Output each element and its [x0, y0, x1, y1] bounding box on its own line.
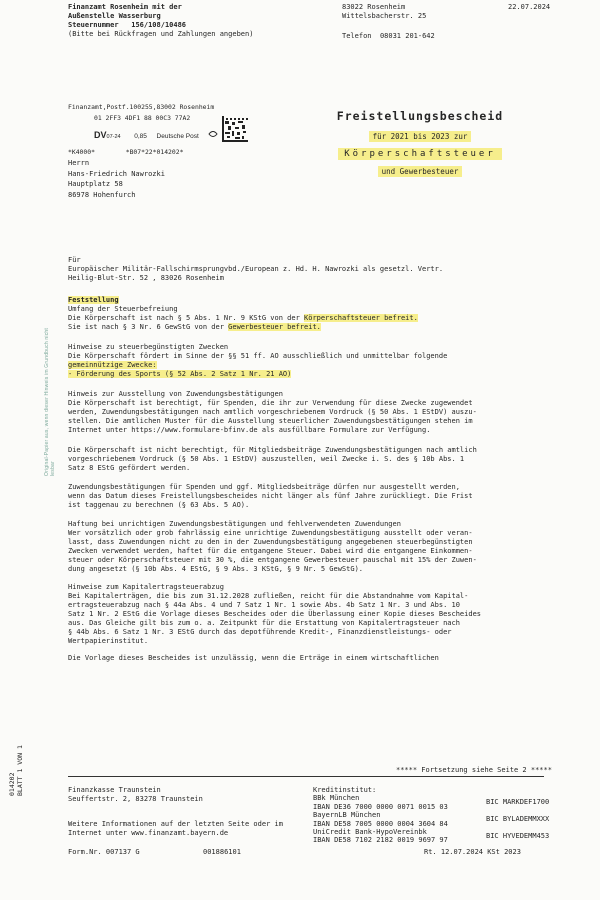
for-address: Heilig-Blut-Str. 52 , 83026 Rosenheim — [68, 274, 224, 282]
tax-number-value: 156/108/10486 — [131, 21, 187, 29]
info-line-1: Weitere Informationen auf der letzten Seite oder im — [68, 820, 283, 828]
haftung-line-2: lasst, dass Zuwendungen nicht zu den in der Zuwendungsbestätigung angegebenen steuerbegünstigten — [68, 538, 473, 546]
post-code-b: *B07*22*014202* — [125, 148, 184, 156]
kapital-line-3: Satz 1 Nr. 2 EStG die Vorlage dieses Bescheides oder die Überlassung einer Kopie dieses Bescheides — [68, 610, 482, 618]
zwecke-section — [68, 343, 447, 379]
kapital-last-line: Die Vorlage dieses Bescheides ist unzulässig, wenn die Erträge in einem wirtschaftlichen — [68, 654, 439, 662]
post-code: 01 2FF3 4DF1 88 00C3 77A2 — [94, 114, 191, 122]
title-block — [300, 108, 540, 176]
zwecke-line-1: Die Körperschaft fördert im Sinne der §§ 51 ff. AO ausschließlich und unmittelbar folgende — [68, 352, 448, 360]
zwecke-heading: Hinweise zu steuerbegünstigten Zwecken — [68, 343, 229, 351]
haftung-line-5: dung angesetzt (§ 10b Abs. 4 EStG, § 9 Abs. 3 KStG, § 9 Nr. 5 GewStG). — [68, 565, 364, 573]
zwecke-line-3 — [68, 370, 447, 379]
zwecke-line-2-text: gemeinnützige Zwecke: — [68, 361, 157, 369]
zwecke-line-3-text: - Förderung des Sports (§ 52 Abs. 2 Satz 1 Nr. 21 AO) — [68, 370, 292, 378]
haftung-line-3: Zwecken verwendet werden, haftet für die entgangene Steuer. Dabei wird die entgangene Einkommen- — [68, 547, 473, 555]
zwecke-line-2 — [68, 361, 447, 370]
recipient-name: Hans-Friedrich Nawrozki — [68, 169, 165, 178]
document-and-line — [300, 167, 540, 176]
feststellung-subheading: Umfang der Steuerbefreiung — [68, 305, 178, 313]
ausstellung-para2-line-2: vorgeschriebenem Vordruck (§ 50 Abs. 1 EStDV) auszustellen, weil Zwecke i. S. des § 10b Abs. 1 — [68, 455, 465, 463]
document-tax-line — [300, 149, 540, 159]
tax-number-label: Steuernummer — [68, 21, 119, 29]
ausstellung-para1-line-4: Internet unter https://www.formulare-bfinv.de als ausfüllbare Formulare zur Verfügung. — [68, 426, 431, 434]
footer-divider — [68, 776, 544, 777]
footer-kasse — [68, 786, 203, 804]
feststellung-section — [68, 296, 418, 332]
haftung-heading: Haftung bei unrichtigen Zuwendungsbestätigungen und fehlverwendeten Zuwendungen — [68, 520, 401, 528]
bank-block — [313, 786, 448, 845]
recipient-street: Hauptplatz 58 — [68, 180, 123, 188]
kasse-address: Seuffertstr. 2, 83278 Traunstein — [68, 795, 203, 803]
document-period-line — [300, 132, 540, 141]
tax-number — [68, 21, 253, 30]
office-address-line-2: Wittelsbacherstr. 25 — [342, 12, 427, 20]
kapital-line-4: aus. Das Gleiche gilt bis zum o. a. Zeitpunkt für die Erstattung von Kapitalertragsteuer nach — [68, 619, 460, 627]
phone-value: 08031 201-642 — [379, 32, 435, 40]
feststellung-kst-text: Die Körperschaft ist nach § 5 Abs. 1 Nr. 9 KStG von der — [68, 314, 305, 322]
tax-number-note: (Bitte bei Rückfragen und Zahlungen angeben) — [68, 30, 254, 38]
bank-2-iban: IBAN DE58 7005 0000 0004 3604 84 — [313, 819, 448, 828]
form-number: Form.Nr. 007137 G — [68, 848, 140, 856]
document-period: für 2021 bis 2023 zur — [369, 131, 472, 142]
for-block — [68, 256, 443, 283]
post-code-k: *K4000* — [68, 148, 95, 156]
kapital-line-1: Bei Kapitalerträgen, die bis zum 31.12.2028 zufließen, reicht für die Abstandnahme vom Kapital- — [68, 592, 469, 600]
ausstellung-para3-line-2: wenn das Datum dieses Freistellungsbescheides nicht länger als fünf Jahre zurückliegt. Die Frist — [68, 492, 473, 500]
ausstellung-para1-line-1: Die Körperschaft ist berechtigt, für Spenden, die ihr zur Verwendung für diese Zwecke zugewendet — [68, 399, 473, 407]
bic-block — [486, 794, 549, 844]
ausstellung-para1-line-3: stellen. Die amtlichen Muster für die Ausstellung steuerlicher Zuwendungsbestätigungen stehen im — [68, 417, 473, 425]
ausstellung-heading: Hinweis zur Ausstellung von Zuwendungsbestätigungen — [68, 390, 283, 398]
recipient-address — [68, 158, 165, 200]
document-and: und Gewerbesteuer — [378, 166, 463, 177]
ausstellung-para3-line-3: ist taggenau zu berechnen (§ 63 Abs. 5 AO). — [68, 501, 250, 509]
bank-3-name: UniCredit Bank-HypoVereinbk — [313, 828, 427, 837]
post-codes-line — [68, 148, 183, 157]
phone-label: Telefon — [342, 32, 372, 40]
info-line-2: Internet unter www.finanzamt.bayern.de — [68, 829, 229, 837]
feststellung-gewst-line — [68, 323, 418, 332]
ausstellung-section — [68, 390, 477, 435]
office-address-line-1: 83022 Rosenheim — [342, 3, 406, 11]
haftung-section — [68, 520, 477, 574]
document-date: 22.07.2024 — [508, 3, 551, 11]
document-tax: Körperschaftsteuer — [338, 148, 502, 160]
ausstellung-para2-line-3: Satz 8 EStG gefördert werden. — [68, 464, 191, 472]
document-number: 001886101 — [203, 848, 241, 856]
feststellung-heading-text: Feststellung — [68, 296, 119, 304]
edge-note: Original-Papier aus, wenn dieser Hinweis im Grundbuch nicht lesbar — [44, 328, 56, 476]
haftung-line-1: Wer vorsätzlich oder grob fahrlässig eine unrichtige Zuwendungsbestätigung ausstellt oder veran- — [68, 529, 473, 537]
kapital-line-6: Wertpapierinstitut. — [68, 637, 149, 645]
kapital-line-5: § 44b Abs. 6 Satz 1 Nr. 3 EStG durch das depotführende Kredit-, Finanzdienstleistungs- oder — [68, 628, 452, 636]
kapital-line-2: ertragsteuerabzug nach § 44a Abs. 4 und 7 Satz 1 Nr. 1 sowie Abs. 4b Satz 1 Nr. 3 und Abs. 10 — [68, 601, 460, 609]
office-name-block — [68, 3, 253, 39]
postage-mark — [94, 123, 218, 142]
sender-line: Finanzamt,Postf.100255,83002 Rosenheim — [68, 103, 215, 111]
sheet-id: 014202 — [8, 772, 16, 796]
footer-info — [68, 820, 283, 838]
bank-1-iban: IBAN DE36 7000 0000 0071 0015 03 — [313, 802, 448, 811]
post-horn-icon — [208, 130, 218, 138]
continuation-note: ***** Fortsetzung siehe Seite 2 ***** — [396, 766, 552, 774]
ausstellung-para2 — [68, 446, 477, 473]
feststellung-gewst-highlight: Gewerbesteuer befreit. — [228, 323, 321, 331]
kapital-heading: Hinweise zum Kapitalertragsteuerabzug — [68, 583, 224, 591]
ausstellung-para3-line-1: Zuwendungsbestätigungen für Spenden und ggf. Mitgliedsbeiträge dürfen nur ausgestellt werden, — [68, 483, 460, 491]
document-title: Freistellungsbescheid — [336, 109, 504, 123]
feststellung-heading — [68, 296, 418, 305]
bank-1-bic: BIC MARKDEF1700 — [486, 798, 550, 807]
office-address-block — [342, 3, 435, 41]
post-brand: Deutsche Post — [156, 133, 199, 140]
ausstellung-para2-line-1: Die Körperschaft ist nicht berechtigt, für Mitgliedsbeiträge Zuwendungsbestätigungen nach amtlich — [68, 446, 477, 454]
recipient-city: 86978 Hohenfurch — [68, 190, 136, 199]
bank-heading: Kreditinstitut: — [313, 786, 377, 794]
bank-2-name: BayernLB München — [313, 811, 381, 820]
bank-3-iban: IBAN DE58 7102 2182 0019 9697 97 — [313, 836, 448, 845]
rt-line: Rt. 12.07.2024 KSt 2023 — [424, 848, 521, 856]
haftung-line-4: steuer oder Körperschaftsteuer mit 30 %, die entgangene Gewerbesteuer pauschal mit 15% der Zuwen- — [68, 556, 477, 564]
post-dv-sub: 07-24 — [106, 134, 121, 140]
feststellung-gewst-text: Sie ist nach § 3 Nr. 6 GewStG von der — [68, 323, 229, 331]
post-dv: DV — [94, 130, 107, 140]
ausstellung-para1-line-2: werden, Zuwendungsbestätigungen nach amtlich vorgeschriebenem Vordruck (§ 50 Abs. 1 EStDV) auszu- — [68, 408, 477, 416]
office-phone — [342, 32, 435, 41]
bank-1-name: BBk München — [313, 794, 360, 803]
sheet-counter — [8, 745, 24, 796]
kasse-name: Finanzkasse Traunstein — [68, 786, 161, 794]
post-price: 0,85 — [134, 133, 147, 140]
bank-3-bic: BIC HYVEDEMM453 — [486, 831, 550, 840]
feststellung-kst-highlight: Körperschaftsteuer befreit. — [304, 314, 418, 322]
for-label: Für — [68, 256, 81, 264]
bank-2-bic: BIC BYLADEMMXXX — [486, 815, 550, 824]
datamatrix-code-icon — [222, 116, 248, 142]
sheet-number: BLATT 1 VON 1 — [16, 745, 24, 796]
recipient-salutation: Herrn — [68, 159, 90, 167]
for-organization: Europäischer Militär-Fallschirmsprungvbd./European z. Hd. H. Nawrozki als gesetzl. Vertr. — [68, 265, 444, 273]
ausstellung-para3 — [68, 483, 473, 510]
feststellung-kst-line — [68, 314, 418, 323]
office-line-1: Finanzamt Rosenheim mit der — [68, 3, 182, 11]
kapital-section — [68, 583, 481, 646]
office-line-2: Außenstelle Wasserburg — [68, 12, 161, 20]
